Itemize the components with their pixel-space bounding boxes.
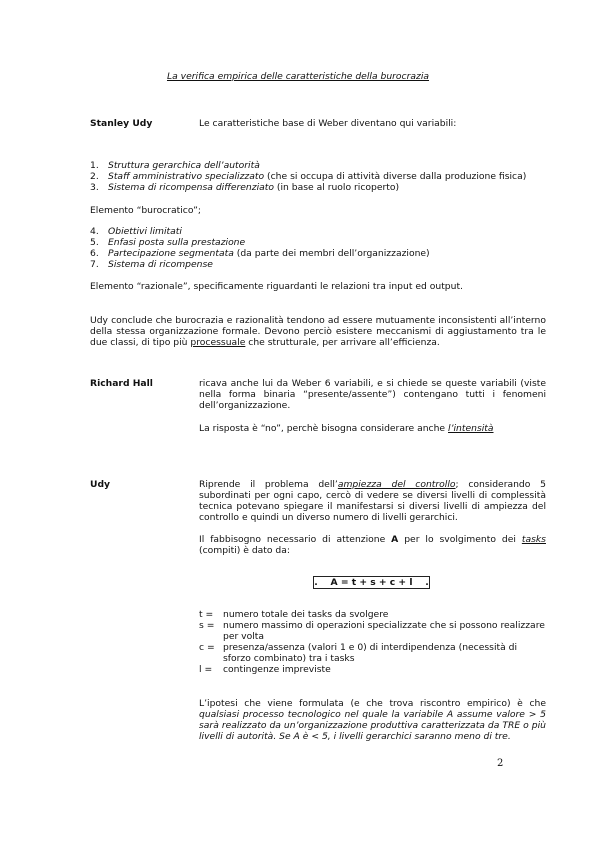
hypothesis-italic: qualsiasi processo tecnologico nel quale la variabile A assume valore > 5 sarà realizzato da un’organizzazione produttiva caratterizzata da TRE o più livelli di autorità. Se A è < 5, i livelli gerarchici saranno meno di tre. (199, 709, 546, 742)
weber-variables-list-2 (90, 226, 430, 270)
conclusion-text: Udy conclude che burocrazia e razionalità tendono ad essere mutuamente inconsistenti all’interno della stessa organizzazione formale. Devono perciò esistere meccanismi di aggiustamento tra le due classi, di tipo più (90, 315, 546, 348)
udy-conclusion (90, 315, 546, 348)
list-number: 7. (90, 259, 99, 270)
formula-box: . A = t + s + c + l . (314, 577, 429, 588)
definition-item (199, 620, 546, 642)
definition-text: contingenze impreviste (223, 664, 331, 675)
list-item-rest: (che si occupa di attività diverse dalla produzione fisica) (264, 171, 527, 182)
definition-item (199, 609, 546, 620)
hypothesis-paragraph (199, 698, 546, 742)
author-richard-hall: Richard Hall (90, 378, 153, 389)
list-item (90, 182, 526, 193)
list-item (90, 237, 430, 248)
list-item-italic: Obiettivi limitati (108, 226, 182, 237)
definition-symbol: s = (199, 620, 215, 631)
attention-variable: A (391, 534, 399, 545)
list-item (90, 160, 526, 171)
list-number: 3. (90, 182, 99, 193)
list-item-italic: Sistema di ricompensa differenziato (108, 182, 274, 193)
list-number: 5. (90, 237, 99, 248)
list-item-italic: Partecipazione segmentata (108, 248, 234, 259)
conclusion-text-end: che strutturale, per arrivare all’efficienza. (245, 337, 440, 348)
attention-text-end: (compiti) è dato da: (199, 545, 290, 556)
page-number: 2 (497, 758, 504, 769)
definition-symbol: t = (199, 609, 214, 620)
list-item (90, 248, 430, 259)
definition-text: presenza/assenza (valori 1 e 0) di interdipendenza (necessità di sforzo combinato) tra i tasks (223, 642, 518, 664)
list-number: 1. (90, 160, 99, 171)
control-span-term: ampiezza del controllo (337, 479, 456, 490)
hall-answer-text: La risposta è “no”, perchè bisogna considerare anche (199, 423, 449, 434)
elemento-razionale: Elemento “razionale”, specificamente riguardanti le relazioni tra input ed output. (90, 281, 463, 292)
list-item (90, 259, 430, 270)
hall-answer-intensity: l’intensità (448, 423, 494, 434)
definition-text: numero totale dei tasks da svolgere (223, 609, 389, 620)
list-number: 2. (90, 171, 99, 182)
document-title: La verifica empirica delle caratteristiche della burocrazia (166, 71, 430, 82)
attention-tasks: tasks (521, 534, 546, 545)
definition-symbol: c = (199, 642, 215, 653)
list-number: 6. (90, 248, 99, 259)
list-item (90, 226, 430, 237)
hall-answer (199, 423, 494, 434)
author-udy: Udy (90, 479, 111, 490)
definition-item (199, 642, 546, 664)
control-text: Riprende il problema dell’ (199, 479, 338, 490)
list-item-italic: Sistema di ricompense (108, 259, 213, 270)
definition-item (199, 664, 546, 675)
definition-symbol: l = (199, 664, 213, 675)
formula-definitions (199, 609, 546, 675)
list-item-rest: (da parte dei membri dell’organizzazione) (233, 248, 430, 259)
conclusion-underlined: processuale (190, 337, 246, 348)
definition-text: numero massimo di operazioni specializzate che si possono realizzare per volta (223, 620, 545, 642)
udy-control-paragraph (199, 479, 546, 523)
weber-variables-list-1 (90, 160, 526, 193)
udy-intro: Le caratteristiche base di Weber diventano qui variabili: (199, 118, 457, 129)
list-item-italic: Staff amministrativo specializzato (108, 171, 265, 182)
elemento-burocratico: Elemento “burocratico”; (90, 205, 202, 216)
list-item (90, 171, 526, 182)
attention-text-mid: per lo svolgimento dei (398, 534, 522, 545)
author-stanley-udy: Stanley Udy (90, 118, 153, 129)
attention-text: Il fabbisogno necessario di attenzione (199, 534, 392, 545)
list-item-rest: (in base al ruolo ricoperto) (273, 182, 400, 193)
hall-paragraph: ricava anche lui da Weber 6 variabili, e si chiede se queste variabili (viste nella forma binaria “presente/assente”) contengano tutti i fenomeni dell’organizzazione. (199, 378, 546, 411)
hypothesis-text: L’ipotesi che viene formulata (e che trova riscontro empirico) è che (199, 698, 546, 709)
list-item-italic: Struttura gerarchica dell’autorità (108, 160, 260, 171)
list-item-italic: Enfasi posta sulla prestazione (108, 237, 246, 248)
control-text-end: ; considerando 5 subordinati per ogni capo, cercò di vedere se diversi livelli di complessità tecnica potevano spiegare il manifestarsi si diversi livelli di ampiezza del controllo e quindi un diverso numero di livelli gerarchici. (199, 479, 546, 523)
list-number: 4. (90, 226, 99, 237)
attention-paragraph (199, 534, 546, 556)
